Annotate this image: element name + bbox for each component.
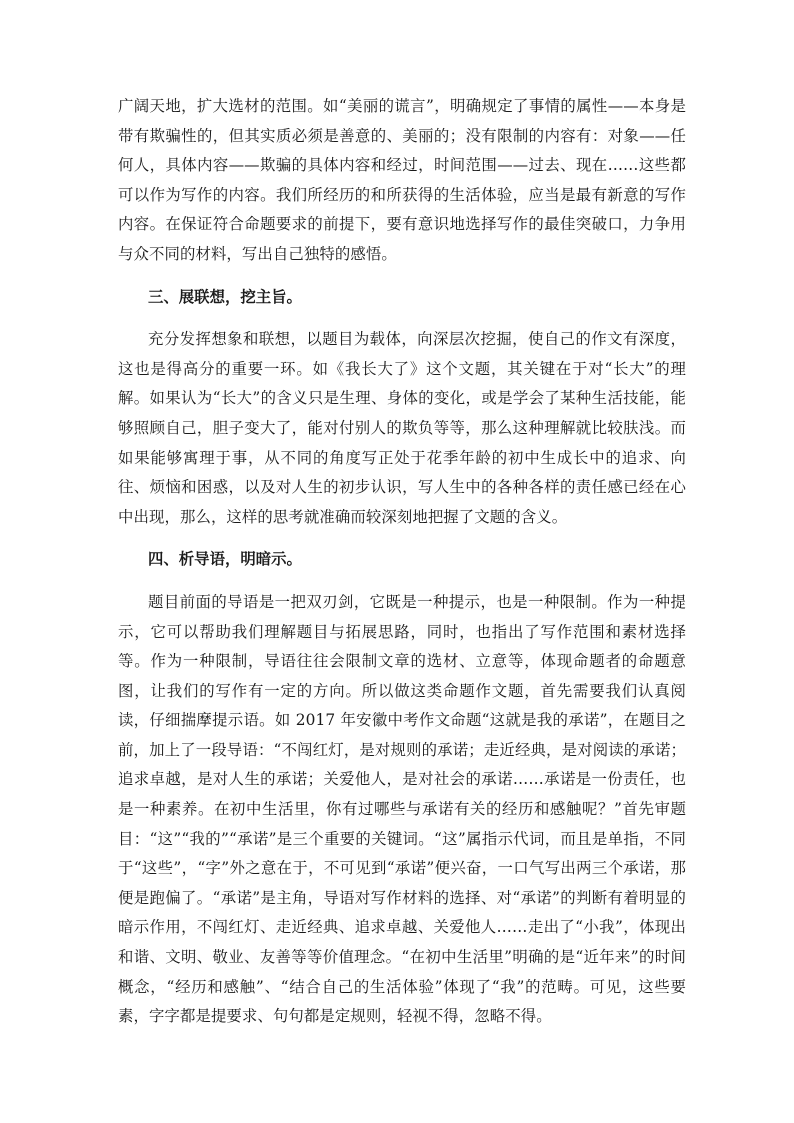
section-4-paragraph: 题目前面的导语是一把双刃剑，它既是一种提示，也是一种限制。作为一种提示，它可以帮助我们理解题目与拓展思路，同时，也指出了写作范围和素材选择等。作为一种限制，导语往往会限制文章的选材、立意等，体现命题者的命题意图，让我们的写作有一定的方向。所以做这类命题作文题，首先需要我们认真阅读，仔细揣摩提示语。如 2017 年安徽中考作文命题“这就是我的承诺”，在题目之前，加上了一段导语：“不闯红灯，是对规则的承诺；走近经典，是对阅读的承诺；追求卓越，是对人生的承诺；关爱他人，是对社会的承诺……承诺是一份责任，也是一种素养。在初中生活里，你有过哪些与承诺有关的经历和感触呢？”首先审题目：“这”“我的”“承诺”是三个重要的关键词。“这”属指示代词，而且是单指，不同于“这些”，“字”外之意在于，不可见到“承诺”便兴奋，一口气写出两三个承诺，那便是跑偏了。“承诺”是主角，导语对写作材料的选择、对“承诺”的判断有着明显的暗示作用，不闯红灯、走近经典、追求卓越、关爱他人……走出了“小我”，体现出和谐、文明、敬业、友善等等价值理念。“在初中生活里”明确的是“近年来”的时间概念，“经历和感触”、“结合自己的生活体验”体现了“我”的范畴。可见，这些要素，字字都是提要求、句句都是定规则，轻视不得，忽略不得。 (118, 592, 686, 1026)
intro-paragraph: 广阔天地，扩大选材的范围。如“美丽的谎言”，明确规定了事情的属性——本身是带有欺骗性的，但其实质必须是善意的、美丽的；没有限制的内容有：对象——任何人，具体内容——欺骗的具体内容和经过，时间范围——过去、现在……这些都可以作为写作的内容。我们所经历的和所获得的生活体验，应当是最有新意的写作内容。在保证符合命题要求的前提下，要有意识地选择写作的最佳突破口，力争用与众不同的材料，写出自己独特的感悟。 (118, 97, 686, 263)
document-page (118, 92, 686, 1032)
section-3-paragraph: 充分发挥想象和联想，以题目为载体，向深层次挖掘，使自己的作文有深度，这也是得高分的重要一环。如《我长大了》这个文题，其关键在于对“长大”的理解。如果认为“长大”的含义只是生理、身体的变化，或是学会了某种生活技能，能够照顾自己，胆子变大了，能对付别人的欺负等等，那么这种理解就比较肤浅。而如果能够寓理于事，从不同的角度写正处于花季年龄的初中生成长中的追求、向往、烦恼和困惑，以及对人生的初步认识，写人生中的各种各样的责任感已经在心中出现，那么，这样的思考就准确而较深刻地把握了文题的含义。 (118, 330, 686, 526)
section-3-heading: 三、展联想，挖主旨。 (148, 287, 302, 306)
section-4-heading: 四、析导语，明暗示。 (148, 550, 302, 569)
